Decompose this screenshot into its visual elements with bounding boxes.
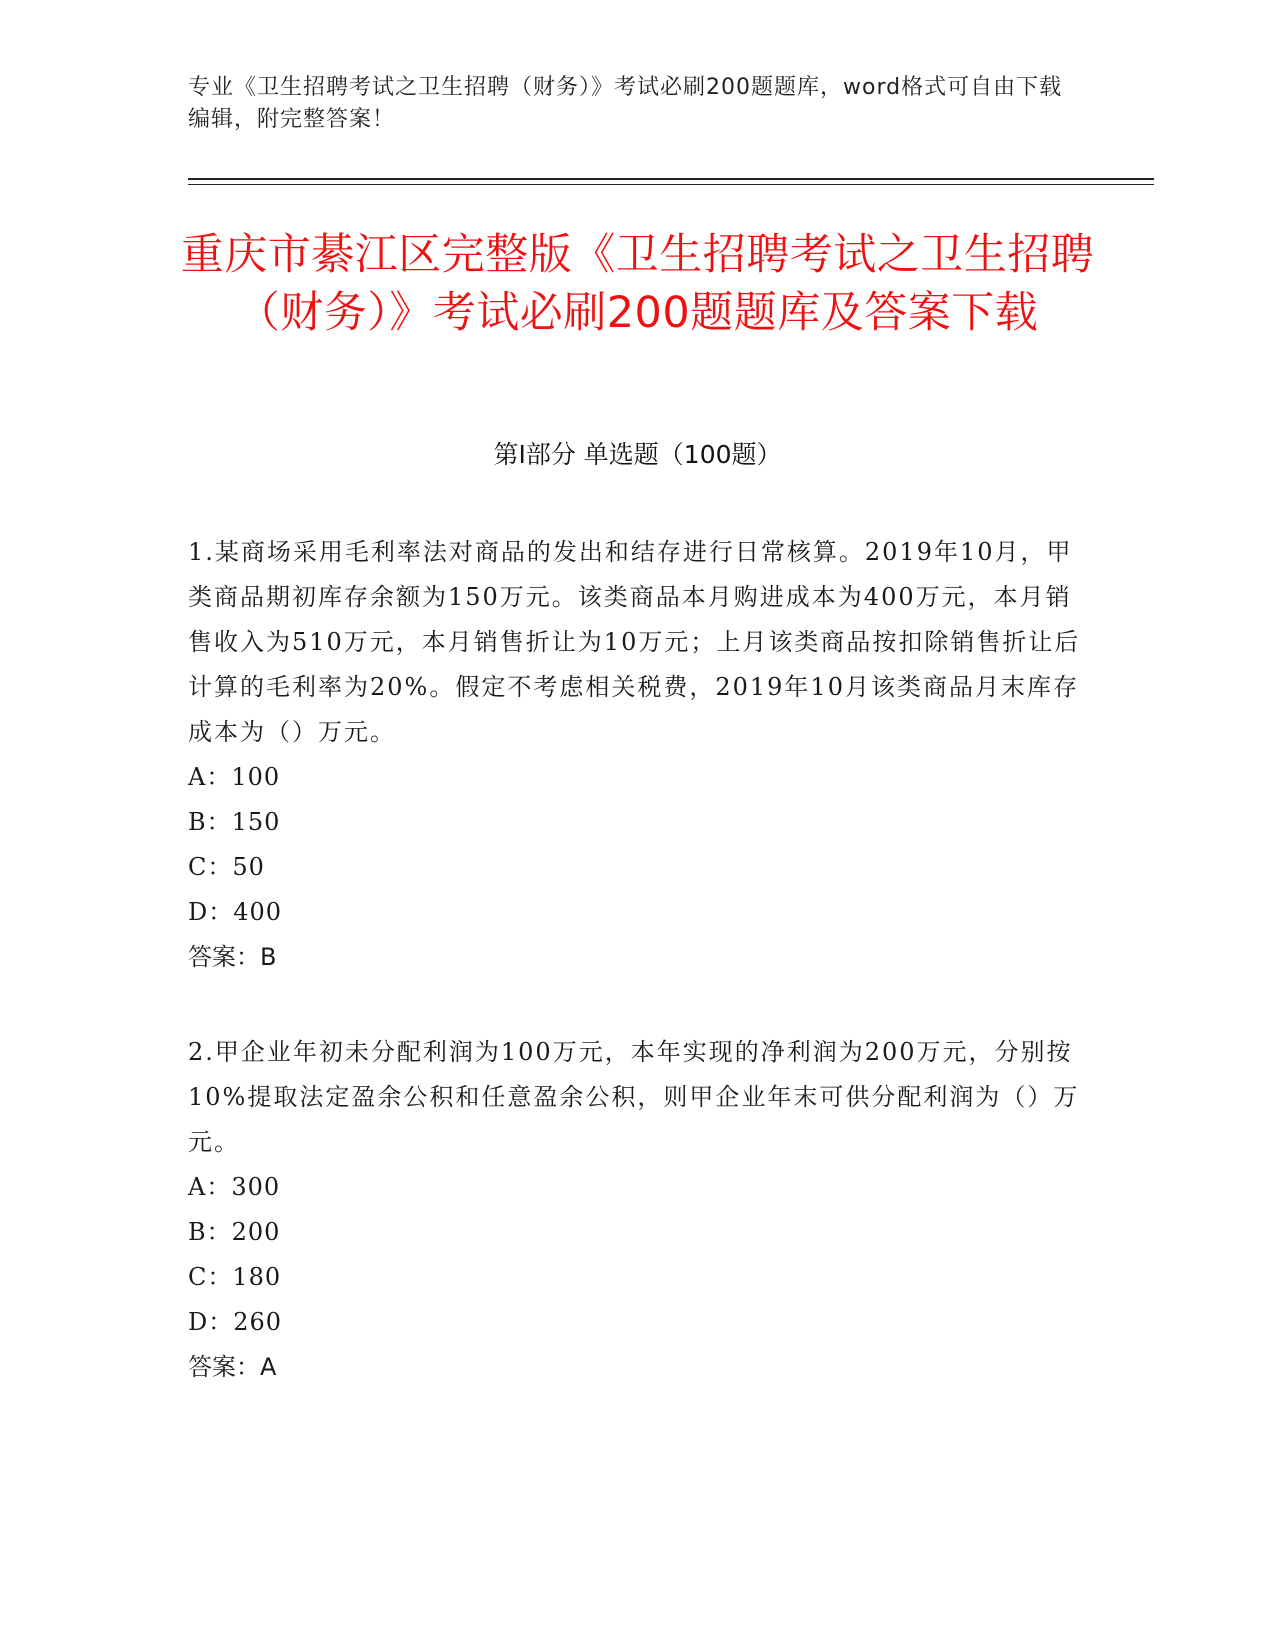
answer: 答案：B [188,943,277,971]
answer: 答案：A [188,1353,277,1381]
question-2 [188,1030,1088,1389]
header-divider-thin [188,184,1154,185]
question-text: 2.甲企业年初未分配利润为100万元，本年实现的净利润为200万元，分别按10%提取法定盈余公积和任意盈余公积，则甲企业年末可供分配利润为（）万元。 [188,1038,1080,1156]
option-a: A：300 [188,1173,281,1201]
section-title: 第I部分 单选题（100题） [493,440,782,469]
option-a: A：100 [188,763,281,791]
header-divider-thick [188,178,1154,180]
option-c: C：180 [188,1263,282,1291]
question-1 [188,530,1088,979]
option-b: B：200 [188,1218,281,1246]
option-b: B：150 [188,808,281,836]
option-d: D：400 [188,898,283,926]
option-c: C：50 [188,853,265,881]
document-title: 重庆市綦江区完整版《卫生招聘考试之卫生招聘（财务）》考试必刷200题题库及答案下载 [180,230,1095,338]
option-d: D：260 [188,1308,283,1336]
header-note: 专业《卫生招聘考试之卫生招聘（财务）》考试必刷200题题库，word格式可自由下载编辑，附完整答案！ [188,75,1063,132]
question-text: 1.某商场采用毛利率法对商品的发出和结存进行日常核算。2019年10月，甲类商品期初库存余额为150万元。该类商品本月购进成本为400万元，本月销售收入为510万元，本月销售折让为10万元；上月该类商品按扣除销售折让后计算的毛利率为20%。假定不考虑相关税费，2019年10月该类商品月末库存成本为（）万元。 [188,538,1081,746]
